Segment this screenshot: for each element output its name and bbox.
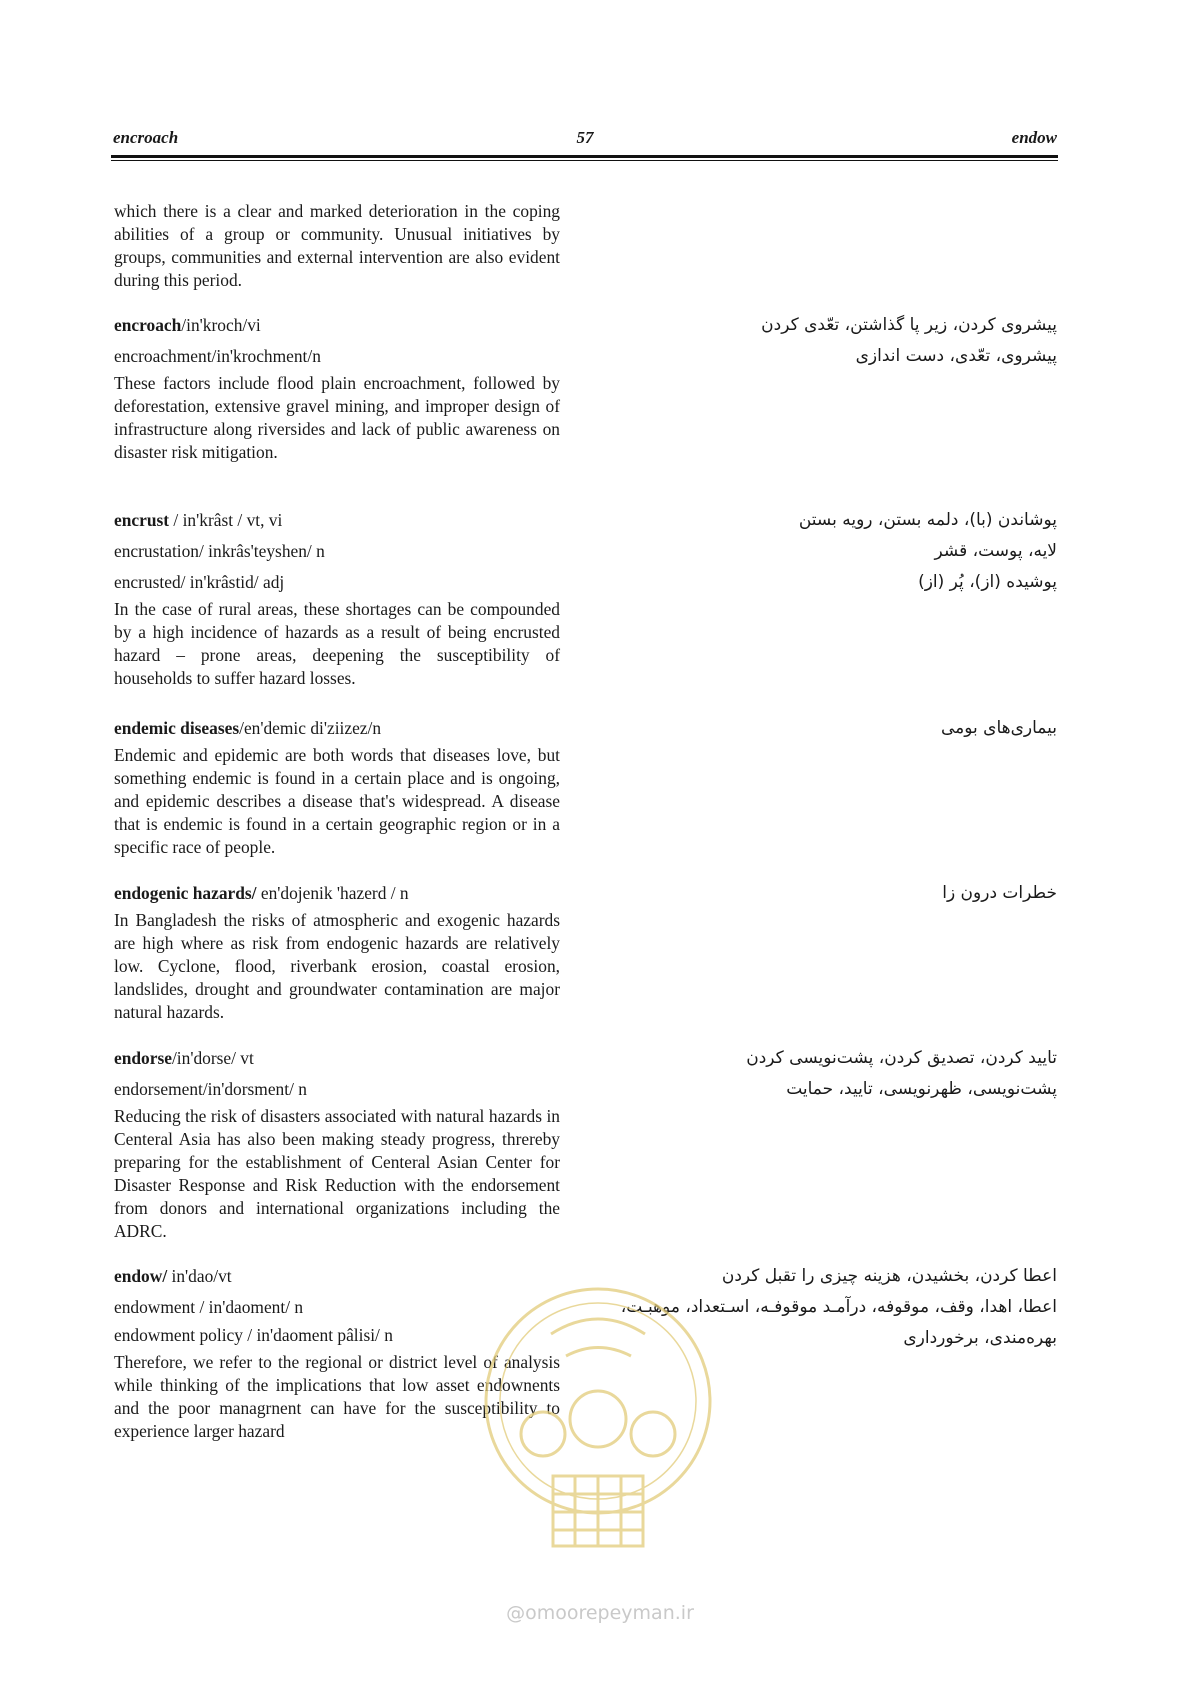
headword: encrust [114,510,170,530]
persian-definition: پشت‌نویسی، ظهرنویسی، تایید، حمایت [786,1079,1057,1099]
entry-encroach [114,314,560,464]
header-rule-thin [111,160,1058,161]
intro-paragraph: which there is a clear and marked deterioration in the coping abilities of a group or community. Unusual initiatives by groups, communities and external intervention are also evident during this period. [114,201,560,290]
watermark-text: @omoorepeyman.ir [506,1602,694,1624]
headword: endogenic hazards/ [114,883,257,903]
headword-line [114,509,560,532]
derived-form: encrusted/ in'krâstid/ adj [114,572,285,592]
persian-definition: بهره‌مندی، برخورداری [903,1328,1057,1348]
pronunciation: in'dao/vt [167,1266,232,1286]
intro-paragraph-block [114,200,560,292]
entry-endorse [114,1047,560,1243]
derived-form: endowment / in'daoment/ n [114,1297,304,1317]
headword-line [114,1047,560,1070]
running-header [113,128,1057,150]
persian-definition: بیماری‌های بومی [940,718,1057,738]
header-rule [111,155,1058,158]
persian-definition: خطرات درون زا [942,883,1057,903]
headword: endow/ [114,1266,168,1286]
persian-definition: اعطا کردن، بخشیدن، هزینه چیزی را تقبل کردن [721,1266,1057,1286]
pronunciation: /en'demic di'ziizez/n [239,718,382,738]
persian-definition: پوشاندن (با)، دلمه بستن، رویه بستن [798,510,1057,530]
example-paragraph: These factors include flood plain encroachment, followed by deforestation, extensive gravel mining, and improper design of infrastructure along riversides and lack of public awareness on disaster risk mitigation. [114,373,560,462]
persian-definition: پیشروی کردن، زیر پا گذاشتن، تعّدی کردن [761,315,1057,335]
pronunciation: / in'krâst / vt, vi [169,510,283,530]
persian-definition: لایه، پوست، قشر [934,541,1057,561]
pronunciation: /in'kroch/vi [181,315,261,335]
persian-definition: تایید کردن، تصدیق کردن، پشت‌نویسی کردن [746,1048,1057,1068]
persian-definition: پیشروی، تعّدی، دست اندازی [855,346,1057,366]
entry-endogenic-hazards [114,882,560,1024]
header-right-guide-word: endow [1011,128,1057,147]
example-paragraph: In the case of rural areas, these shortages can be compounded by a high incidence of hazards as a result of being encrusted hazard – prone areas, deepening the susceptibility of households to suffer hazard losses. [114,599,560,688]
watermark-seal-icon [481,1284,715,1584]
pronunciation: en'dojenik 'hazerd / n [256,883,409,903]
example-paragraph: In Bangladesh the risks of atmospheric and exogenic hazards are high where as risk from endogenic hazards are relatively low. Cyclone, flood, riverbank erosion, coastal erosion, landslides, drought and groundwater contamination are major natural hazards. [114,910,560,1022]
derived-form: endorsement/in'dorsment/ n [114,1079,307,1099]
header-left-guide-word: encroach [113,128,179,147]
entry-endemic-diseases [114,717,560,859]
headword: endemic diseases [114,718,240,738]
derived-form: encroachment/in'krochment/n [114,346,321,366]
headword: encroach [114,315,182,335]
derived-form: endowment policy / in'daoment pâlisi/ n [114,1325,393,1345]
headword-line [114,882,560,905]
persian-definition: پوشیده (از)، پُر (از) [918,572,1057,592]
persian-definition: اعطا، اهدا، وقف، موقوفه، درآمـد موقوفـه، اسـتعداد، موهبـت، [620,1297,1057,1317]
page-number: 57 [576,128,594,147]
headword-line [114,717,560,740]
headword: endorse [114,1048,172,1068]
example-paragraph: Therefore, we refer to the regional or district level of analysis while thinking of the implications that low asset endownents and the poor managrnent can have for the susceptibility to experience larger hazard [114,1352,560,1441]
derived-form: encrustation/ inkrâs'teyshen/ n [114,541,325,561]
example-paragraph: Reducing the risk of disasters associated with natural hazards in Centeral Asia has also been making steady progress, threreby preparing for the establishment of Centeral Asian Center for Disaster Response and Risk Reduction with the endorsement from donors and international organizations including the ADRC. [114,1106,560,1241]
example-paragraph: Endemic and epidemic are both words that diseases love, but something endemic is found in a certain place and is ongoing, and epidemic describes a disease that's widespread. A disease that is endemic is found in a certain geographic region or in a specific race of people. [114,745,560,857]
pronunciation: /in'dorse/ vt [171,1048,254,1068]
entry-encrust [114,509,560,690]
headword-line [114,314,560,337]
